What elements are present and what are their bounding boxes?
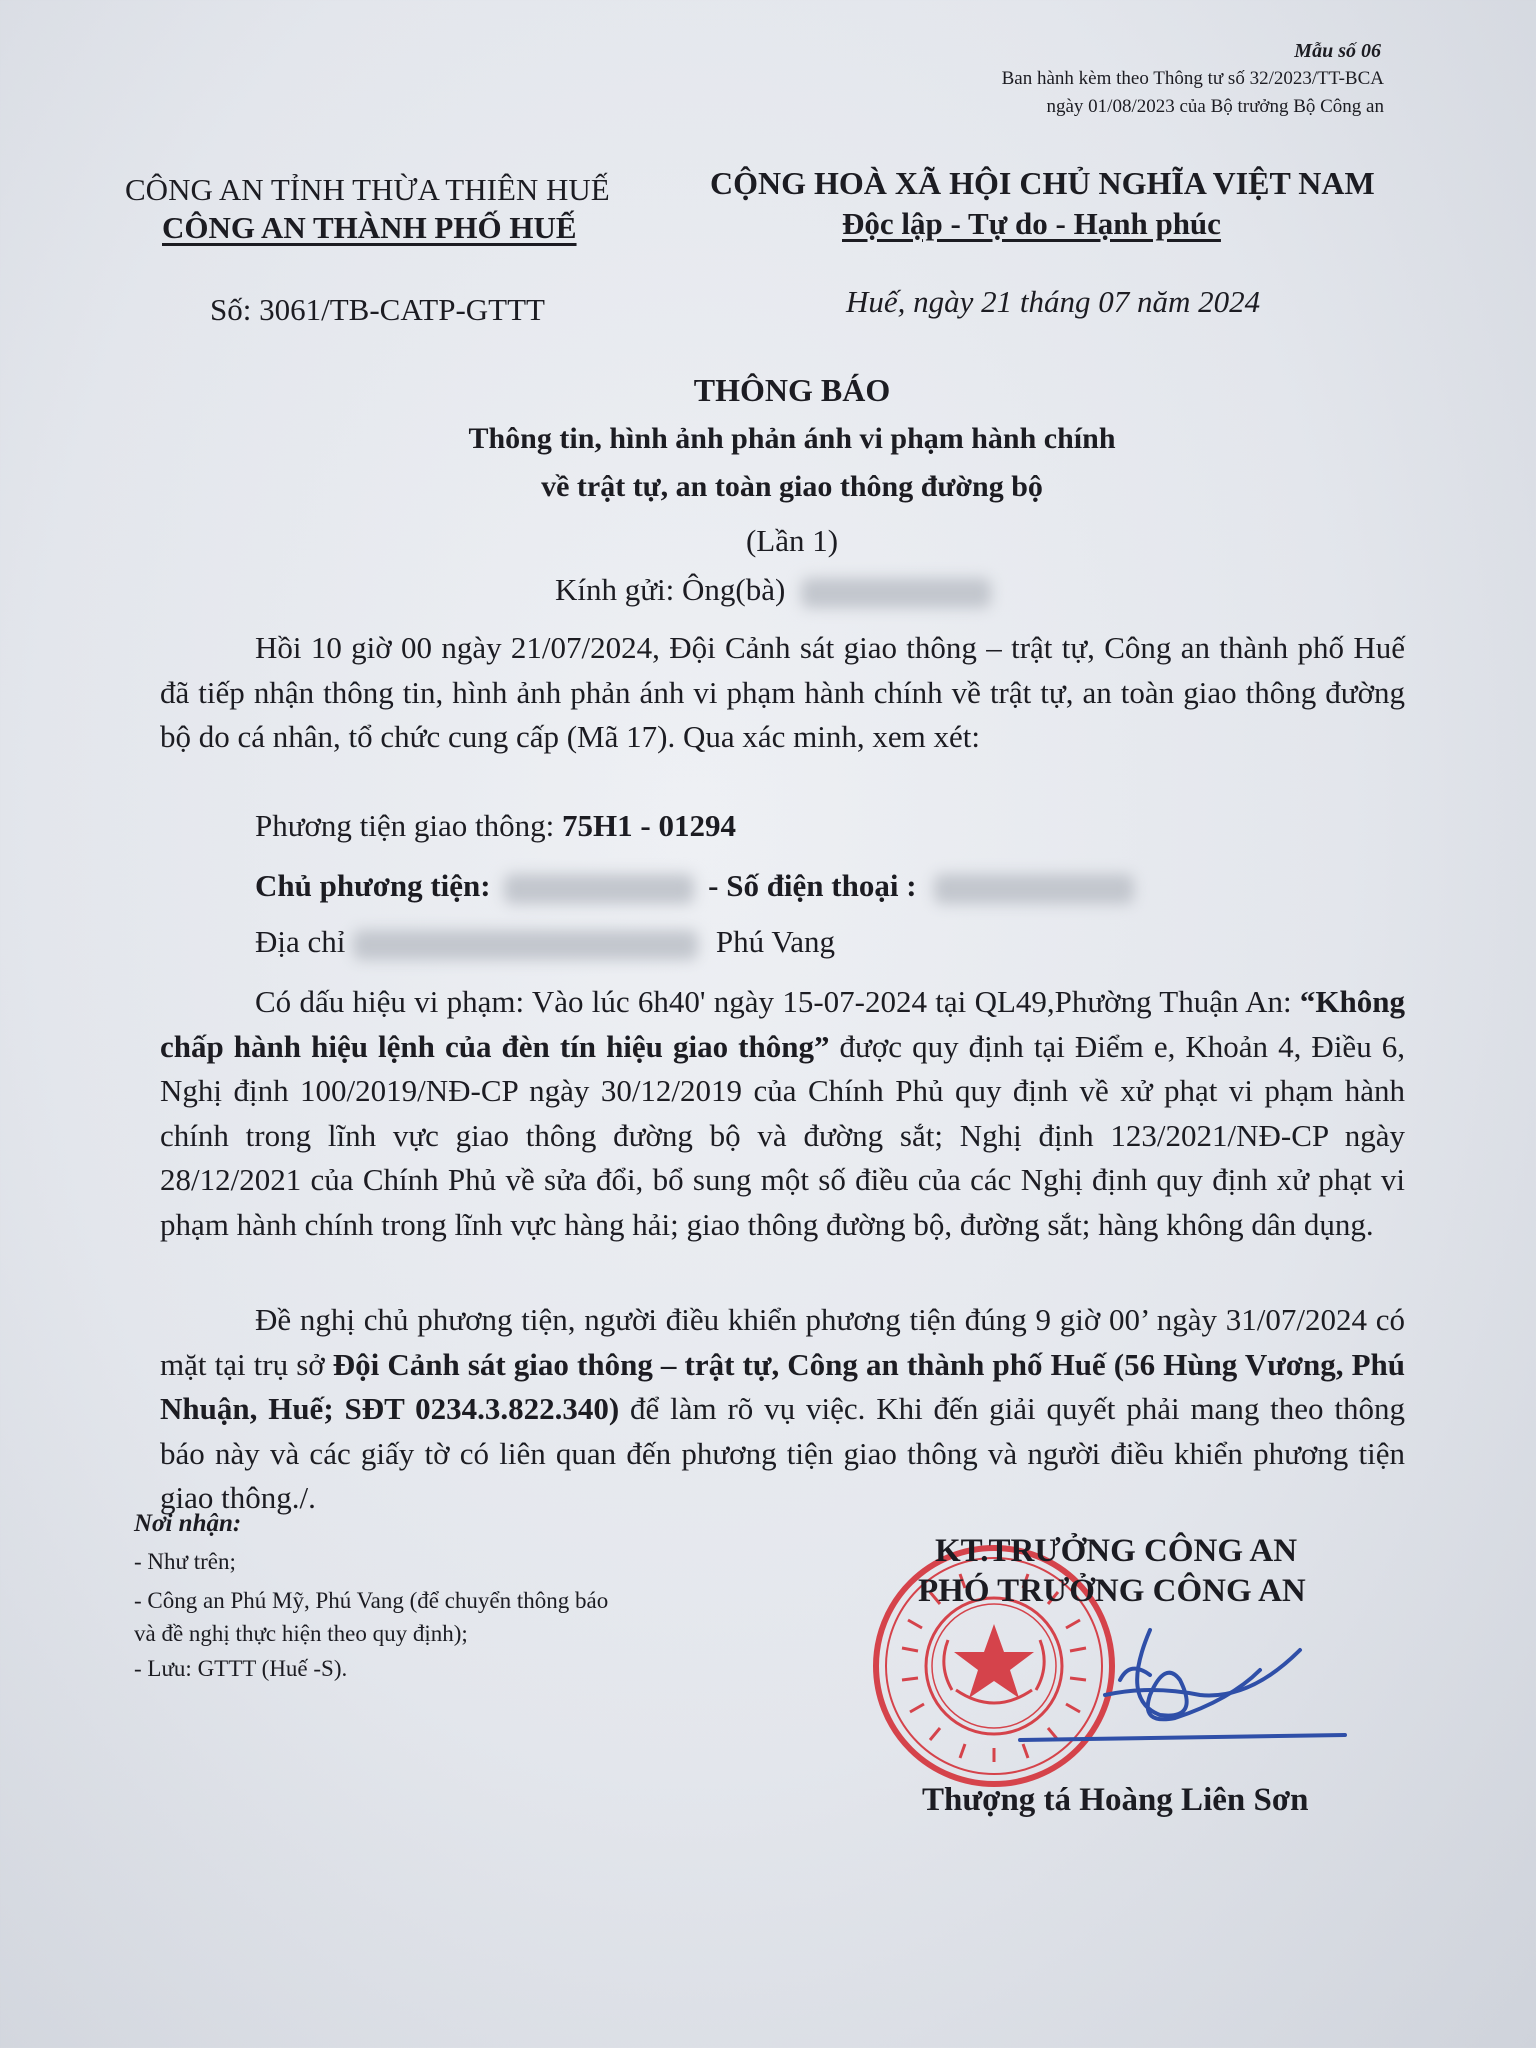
- handwritten-signature: [1000, 1600, 1360, 1770]
- greeting-line: [555, 572, 991, 608]
- nation-name: CỘNG HOÀ XÃ HỘI CHỦ NGHĨA VIỆT NAM: [710, 165, 1375, 201]
- violation-quote: “Không chấp hành hiệu lệnh của đèn tín hiệu giao thông”: [160, 984, 1405, 1064]
- request-location: Đội Cảnh sát giao thông – trật tự, Công an thành phố Huế (56 Hùng Vương, Phú Nhuận, Huế; SĐT 0234.3.822.340): [160, 1346, 1406, 1426]
- redacted-owner-name: [504, 874, 694, 904]
- form-reference-line-1: Ban hành kèm theo Thông tư số 32/2023/TT-BCA: [1001, 68, 1384, 89]
- place-date: Huế, ngày 21 tháng 07 năm 2024: [846, 284, 1261, 319]
- violation-paragraph: [160, 980, 1405, 1247]
- owner-label: Chủ phương tiện:: [255, 868, 491, 903]
- redacted-phone-number: [934, 874, 1134, 904]
- document-number: Số: 3061/TB-CATP-GTTT: [210, 292, 545, 327]
- notice-subtitle-1: Thông tin, hình ảnh phản ánh vi phạm hành chính: [468, 422, 1116, 455]
- notice-round: (Lần 1): [745, 523, 839, 558]
- owner-line: [255, 868, 1134, 904]
- agency-parent: CÔNG AN TỈNH THỪA THIÊN HUẾ: [125, 172, 610, 207]
- redacted-recipient-name: [801, 578, 991, 608]
- signer-name: Thượng tá Hoàng Liên Sơn: [922, 1782, 1309, 1818]
- license-plate: 75H1 - 01294: [562, 808, 736, 843]
- address-district: Phú Vang: [715, 924, 836, 959]
- vehicle-line: [255, 808, 736, 844]
- recipient-item: - Công an Phú Mỹ, Phú Vang (để chuyển thông báo: [134, 1588, 609, 1613]
- form-number: Mẫu số 06: [1294, 40, 1381, 62]
- address-line: [255, 924, 835, 960]
- notice-title: THÔNG BÁO: [693, 372, 891, 408]
- phone-label: - Số điện thoại :: [708, 868, 917, 903]
- request-paragraph: [160, 1298, 1405, 1521]
- request-intro: Đề nghị chủ phương tiện, người điều khiển phương tiện đúng 9 giờ 00’ ngày 31/07/2024 có mặt tại trụ sở: [160, 1302, 1405, 1382]
- signature-role-2: PHÓ TRƯỞNG CÔNG AN: [918, 1573, 1306, 1609]
- intro-paragraph: Hồi 10 giờ 00 ngày 21/07/2024, Đội Cảnh sát giao thông – trật tự, Công an thành phố Huế đã tiếp nhận thông tin, hình ảnh phản ánh vi phạm hành chính về trật tự, an toàn giao thông đường bộ do cá nhân, tổ chức cung cấp (Mã 17). Qua xác minh, xem xét:: [160, 630, 1405, 754]
- greeting-label: Kính gửi: Ông(bà): [555, 572, 786, 607]
- recipient-item: - Lưu: GTTT (Huế -S).: [134, 1656, 348, 1681]
- notice-subtitle-2: về trật tự, an toàn giao thông đường bộ: [541, 470, 1043, 503]
- recipient-item: - Như trên;: [134, 1549, 236, 1574]
- address-label: Địa chỉ: [255, 924, 346, 959]
- agency-name: CÔNG AN THÀNH PHỐ HUẾ: [162, 210, 577, 245]
- recipients-title: Nơi nhận:: [134, 1510, 242, 1537]
- violation-intro: Có dấu hiệu vi phạm: Vào lúc 6h40' ngày 15-07-2024 tại QL49,Phường Thuận An:: [255, 984, 1300, 1019]
- request-instructions: để làm rõ vụ việc. Khi đến giải quyết phải mang theo thông báo này và các giấy tờ có liên quan đến phương tiện giao thông và người điều khiển phương tiện giao thông./.: [160, 1391, 1405, 1515]
- nation-motto: Độc lập - Tự do - Hạnh phúc: [842, 206, 1221, 241]
- vehicle-label: Phương tiện giao thông:: [255, 808, 563, 843]
- recipient-item: và đề nghị thực hiện theo quy định);: [134, 1621, 468, 1646]
- redacted-address: [353, 930, 698, 960]
- form-reference-line-2: ngày 01/08/2023 của Bộ trưởng Bộ Công an: [1046, 96, 1384, 117]
- signature-role-1: KT.TRƯỞNG CÔNG AN: [935, 1533, 1298, 1569]
- violation-legal-basis: được quy định tại Điểm e, Khoản 4, Điều 6, Nghị định 100/2019/NĐ-CP ngày 30/12/2019 của Chính Phủ quy định về xử phạt vi phạm hành chính trong lĩnh vực giao thông đường bộ và đường sắt; Nghị định 123/2021/NĐ-CP ngày 28/12/2021 của Chính Phủ về sửa đổi, bổ sung một số điều của các Nghị định quy định xử phạt vi phạm hành chính trong lĩnh vực hàng hải; giao thông đường bộ, đường sắt; hàng không dân dụng.: [160, 1028, 1406, 1242]
